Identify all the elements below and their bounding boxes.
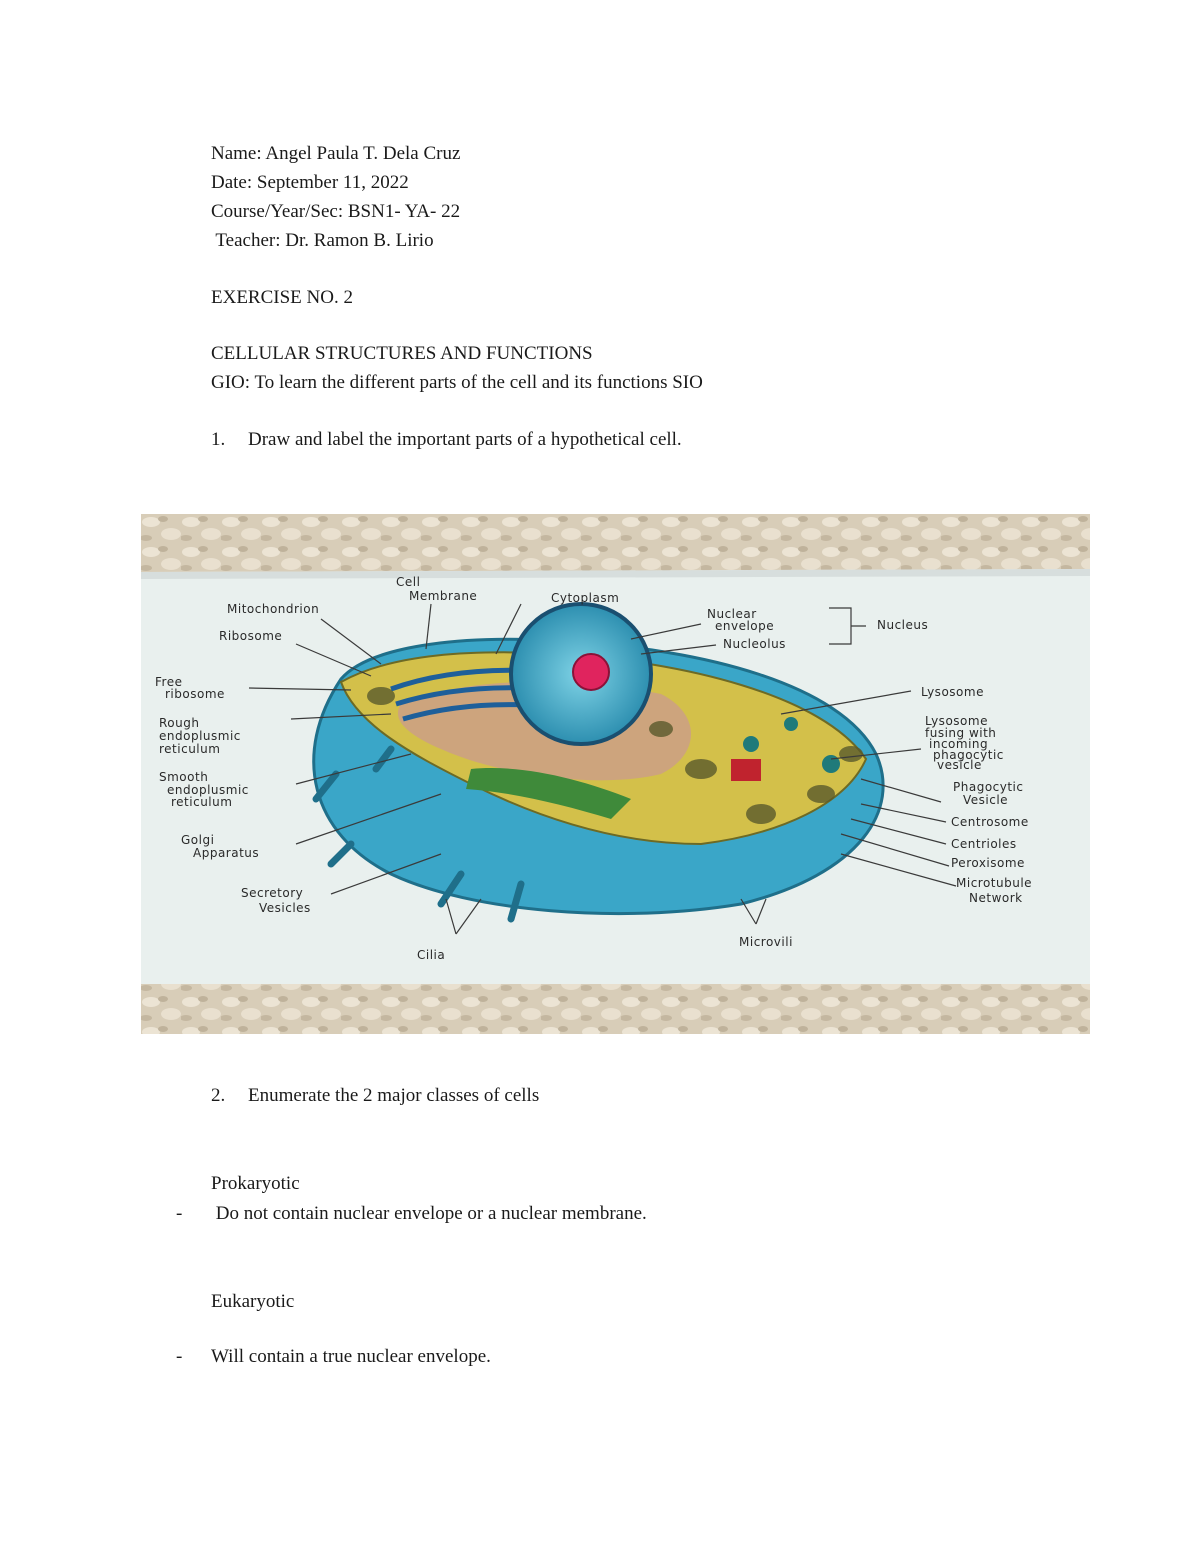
label-phagocytic-vesicle: Phagocytic xyxy=(953,780,1024,794)
label-lysosome-fusing-3: incoming xyxy=(929,737,989,751)
label-lysosome-fusing-4: phagocytic xyxy=(933,748,1004,762)
question-2-number: 2. xyxy=(211,1085,226,1106)
label-nuclear-envelope: Nuclear xyxy=(707,607,757,621)
exercise-number: EXERCISE NO. 2 xyxy=(211,287,353,308)
exercise-title: CELLULAR STRUCTURES AND FUNCTIONS xyxy=(211,343,593,364)
gio-statement: GIO: To learn the different parts of the cell and its functions SIO xyxy=(211,372,703,393)
label-lysosome-fusing: Lysosome xyxy=(925,714,988,728)
question-1-text: Draw and label the important parts of a hypothetical cell. xyxy=(248,429,682,450)
label-peroxisome: Peroxisome xyxy=(951,856,1025,870)
label-rough-er-2: endoplusmic xyxy=(159,729,241,743)
prokaryotic-heading: Prokaryotic xyxy=(211,1173,300,1194)
label-lysosome-fusing-5: vesicle xyxy=(937,758,982,772)
label-cilia: Cilia xyxy=(417,948,446,962)
label-smooth-er-3: reticulum xyxy=(171,795,233,809)
label-microtubule-2: Network xyxy=(969,891,1023,905)
label-golgi: Golgi xyxy=(181,833,215,847)
prokaryotic-description: Do not contain nuclear envelope or a nuclear membrane. xyxy=(211,1203,647,1224)
eukaryotic-description: Will contain a true nuclear envelope. xyxy=(211,1346,491,1367)
label-nucleus: Nucleus xyxy=(877,618,929,632)
label-rough-er: Rough xyxy=(159,716,200,730)
label-centrosome: Centrosome xyxy=(951,815,1029,829)
label-mitochondrion: Mitochondrion xyxy=(227,602,320,616)
label-cytoplasm: Cytoplasm xyxy=(551,591,620,605)
label-ribosome: Ribosome xyxy=(219,629,283,643)
question-2-text: Enumerate the 2 major classes of cells xyxy=(248,1085,540,1106)
label-microtubule: Microtubule xyxy=(956,876,1033,890)
label-nuclear-envelope-2: envelope xyxy=(715,619,775,633)
label-secretory: Secretory xyxy=(241,886,304,900)
label-golgi-2: Apparatus xyxy=(193,846,260,860)
course-year-section: Course/Year/Sec: BSN1- YA- 22 xyxy=(211,201,461,222)
question-1-number: 1. xyxy=(211,429,226,450)
label-microvilli: Microvili xyxy=(739,935,793,949)
prokaryotic-dash: - xyxy=(176,1203,183,1224)
label-smooth-er-2: endoplusmic xyxy=(167,783,249,797)
eukaryotic-dash: - xyxy=(176,1346,183,1367)
cell-diagram-photo xyxy=(141,514,1090,1034)
label-rough-er-3: reticulum xyxy=(159,742,221,756)
teacher: Teacher: Dr. Ramon B. Lirio xyxy=(211,230,434,251)
label-secretory-2: Vesicles xyxy=(259,901,311,915)
date: Date: September 11, 2022 xyxy=(211,172,409,193)
label-phagocytic-vesicle-2: Vesicle xyxy=(963,793,1009,807)
label-free-ribosome-2: ribosome xyxy=(165,687,225,701)
label-lysosome-fusing-2: fusing with xyxy=(925,726,997,740)
label-cell-membrane: Cell xyxy=(396,575,421,589)
label-centrioles: Centrioles xyxy=(951,837,1017,851)
eukaryotic-heading: Eukaryotic xyxy=(211,1291,295,1312)
label-cell-membrane-2: Membrane xyxy=(409,589,478,603)
label-free-ribosome: Free xyxy=(155,675,183,689)
label-smooth-er: Smooth xyxy=(159,770,209,784)
student-name: Name: Angel Paula T. Dela Cruz xyxy=(211,143,461,164)
label-nucleolus: Nucleolus xyxy=(723,637,786,651)
label-lysosome: Lysosome xyxy=(921,685,984,699)
